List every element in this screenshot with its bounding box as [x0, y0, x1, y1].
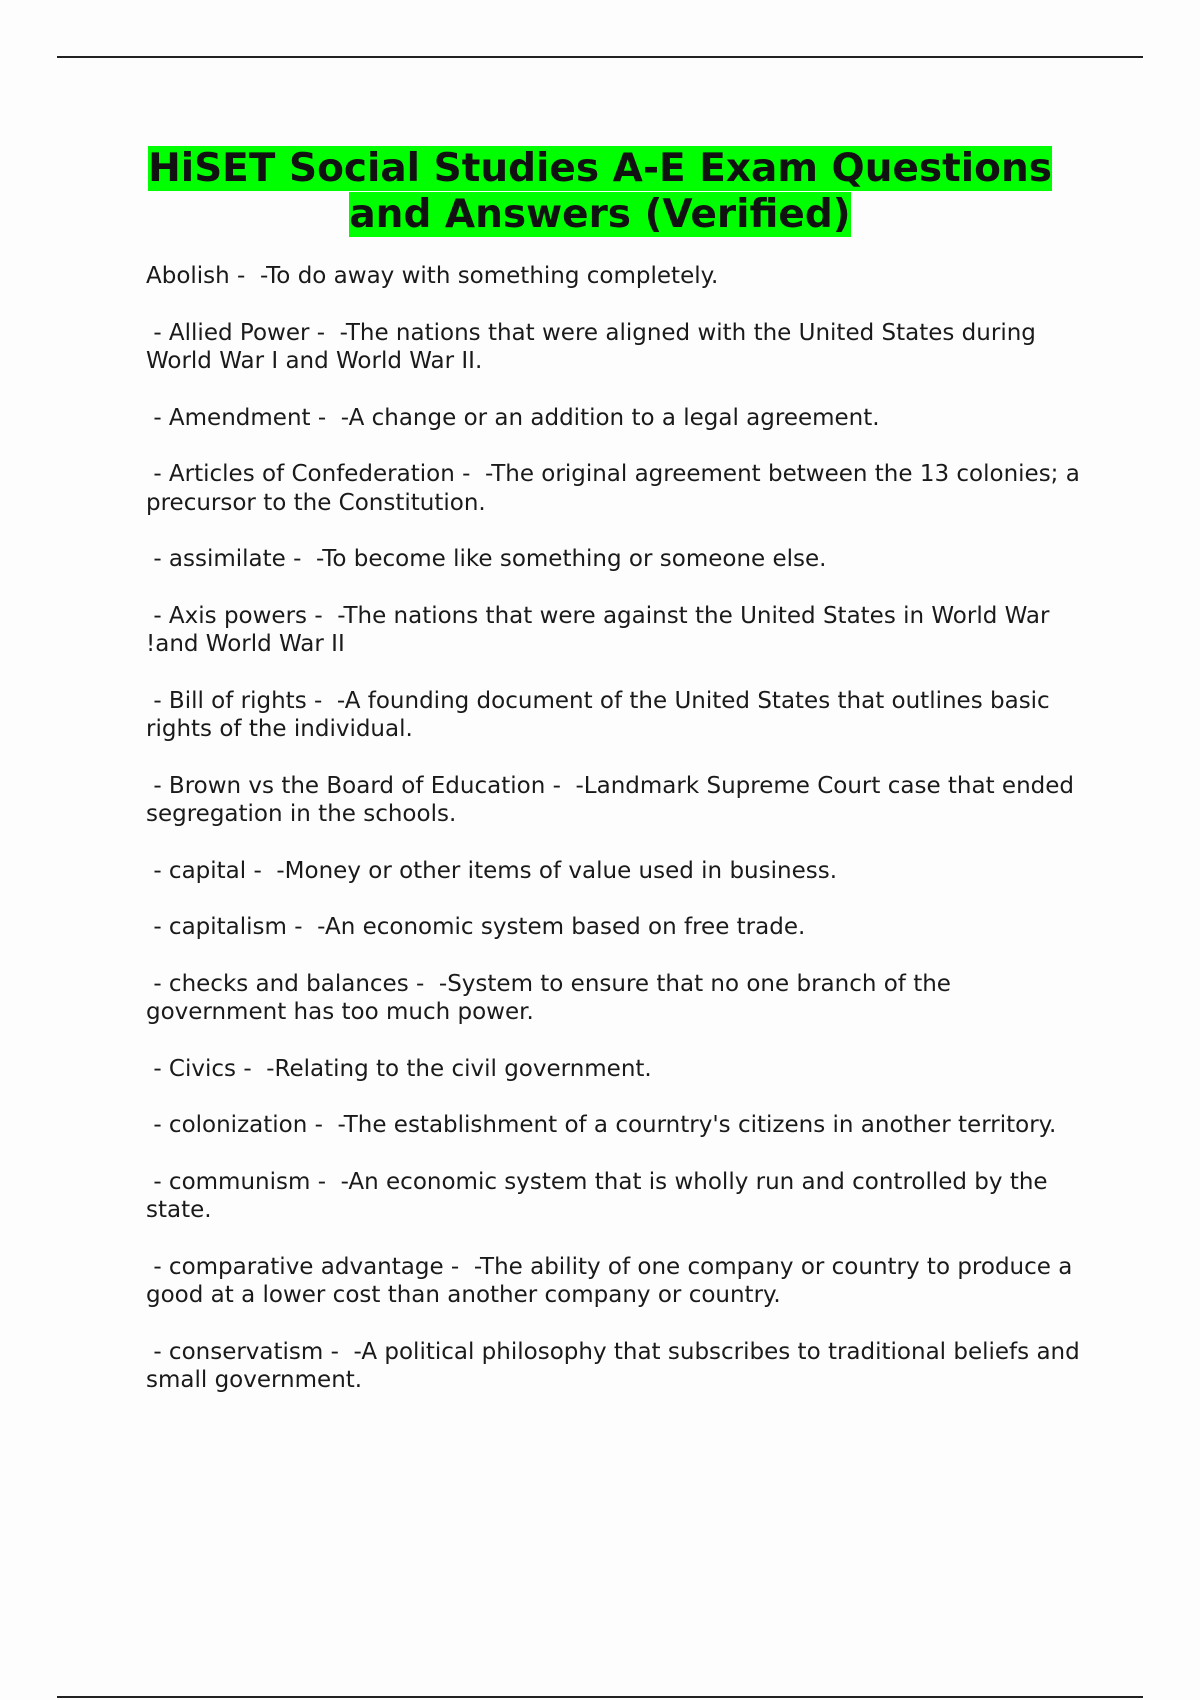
glossary-list	[146, 262, 1096, 1423]
glossary-entry-checks-and-balances: - checks and balances - -System to ensure that no one branch of the government has too much power.	[146, 970, 959, 1025]
glossary-entry-capital: - capital - -Money or other items of value used in business.	[146, 857, 838, 884]
title-block	[120, 146, 1080, 238]
glossary-entry-bill-of-rights: - Bill of rights - -A founding document of the United States that outlines basic rights of the individual.	[146, 687, 1058, 742]
glossary-entry-axis-powers: - Axis powers - -The nations that were against the United States in World War !and World War II	[146, 602, 1057, 657]
top-rule	[57, 56, 1143, 58]
glossary-entry-amendment: - Amendment - -A change or an addition to a legal agreement.	[146, 404, 880, 431]
glossary-entry-civics: - Civics - -Relating to the civil government.	[146, 1055, 652, 1082]
glossary-entry-abolish: Abolish - -To do away with something completely.	[146, 263, 719, 289]
glossary-entry-brown-vs-board: - Brown vs the Board of Education - -Landmark Supreme Court case that ended segregation in the schools.	[146, 772, 1082, 827]
glossary-entry-colonization: - colonization - -The establishment of a courntry's citizens in another territory.	[146, 1112, 1057, 1138]
glossary-entry-conservatism: - conservatism - -A political philosophy that subscribes to traditional beliefs and small government.	[146, 1338, 1088, 1393]
bottom-rule	[57, 1696, 1143, 1698]
document-title: HiSET Social Studies A-E Exam Questions and Answers (Verified)	[148, 146, 1052, 237]
glossary-entry-capitalism: - capitalism - -An economic system based on free trade.	[146, 914, 806, 940]
glossary-entry-communism: - communism - -An economic system that is wholly run and controlled by the state.	[146, 1168, 1055, 1223]
glossary-entry-articles-of-confederation: - Articles of Confederation - -The original agreement between the 13 colonies; a precursor to the Constitution.	[146, 461, 1088, 516]
glossary-entry-assimilate: - assimilate - -To become like something or someone else.	[146, 546, 827, 572]
glossary-entry-comparative-advantage: - comparative advantage - -The ability of one company or country to produce a good at a lower cost than another company or country.	[146, 1253, 1080, 1308]
glossary-entry-allied-power: - Allied Power - -The nations that were aligned with the United States during World War I and World War II.	[146, 319, 1044, 374]
